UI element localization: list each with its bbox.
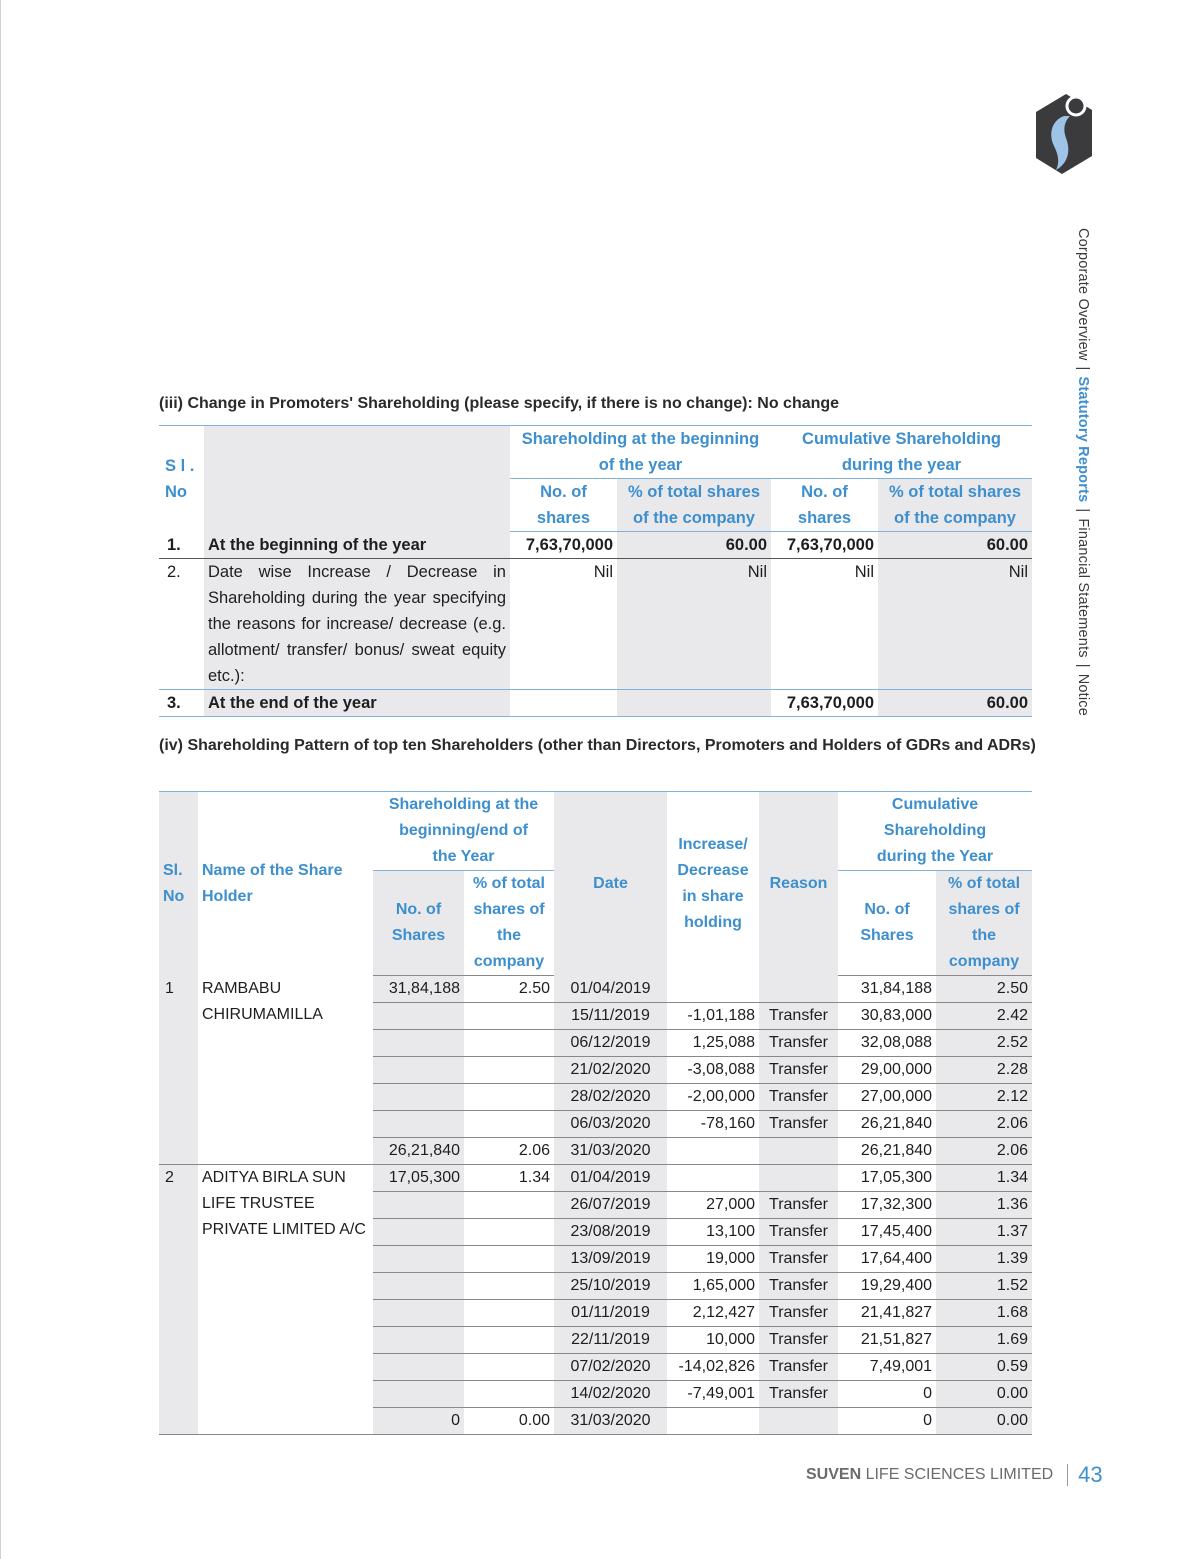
cell-pct [464,1192,554,1219]
cell-change: 1,25,088 [667,1030,759,1057]
cell-cum-pct: 0.00 [936,1408,1032,1435]
cell-date: 15/11/2019 [554,1003,667,1030]
footer-company-rest: LIFE SCIENCES LIMITED [861,1466,1054,1484]
side-nav-notice[interactable]: Notice [1075,673,1091,717]
cell-pct: 2.50 [518,980,551,997]
cell-pct [464,1246,554,1273]
cell-reason: Transfer [759,1003,838,1030]
cell-shares: 0 [373,1408,464,1435]
cell-cum-pct: 0.00 [936,1381,1032,1408]
cell-reason: Transfer [759,1219,838,1246]
table-row [159,1165,1032,1192]
cell-date: 06/12/2019 [554,1030,667,1057]
cell-cum-shares: 26,21,840 [838,1138,936,1165]
cell-date: 31/03/2020 [554,1408,667,1435]
cell-change [667,1408,759,1435]
cell-shares [373,1300,464,1327]
t2-header-beginning-end: Shareholding at the beginning/end of the Year [388,796,539,865]
holder-name: ADITYA BIRLA SUN LIFE TRUSTEE PRIVATE LIMITED A/C [198,1165,373,1435]
top-ten-shareholders-table [159,791,1032,1435]
t1-header-pct-1: % of total shares of the company [617,479,771,532]
cell-cum-pct: 2.52 [936,1030,1032,1057]
cell-cum-shares: 7,49,001 [838,1354,936,1381]
t2-header-increase-decrease: Increase/ Decrease in share holding [677,835,749,931]
t1-header-blank [204,426,510,532]
t1-header-no-of-shares-1: No. of shares [510,479,617,532]
cell-change: 1,65,000 [667,1273,759,1300]
t1-row-end: 3. At the end of the year 7,63,70,000 60.00 [159,690,1032,717]
side-section-nav: Corporate Overview|Statutory Reports|Financial Statements|Notice [1075,228,1091,717]
cell-shares [373,1273,464,1300]
t1-row-beginning: 1. At the beginning of the year 7,63,70,000 60.00 7,63,70,000 60.00 [159,532,1032,559]
t2-header-no-of-shares-2: No. of Shares [838,871,936,976]
cell-change [667,976,759,1003]
cell-shares [373,1327,464,1354]
company-logo-icon [1036,94,1092,174]
cell-cum-shares: 0 [838,1381,936,1408]
cell-date: 01/11/2019 [554,1300,667,1327]
cell-reason: Transfer [759,1327,838,1354]
cell-cum-shares: 29,00,000 [838,1057,936,1084]
cell-pct: 0.00 [464,1408,554,1435]
t2-header-reason: Reason [759,792,838,976]
t1-header-beginning: Shareholding at the beginning of the year [510,426,771,479]
cell-date: 28/02/2020 [554,1084,667,1111]
cell-shares [373,1192,464,1219]
cell-shares [373,1030,464,1057]
cell-pct: 1.34 [464,1165,554,1192]
side-nav-financial-statements[interactable]: Financial Statements [1075,518,1091,658]
cell-cum-pct: 2.06 [936,1138,1032,1165]
t2-header-date: Date [554,792,667,976]
cell-cum-pct: 1.34 [936,1165,1032,1192]
cell-cum-pct: 1.52 [936,1273,1032,1300]
cell-pct [464,1030,554,1057]
cell-shares [373,1219,464,1246]
cell-pct: 2.06 [464,1138,554,1165]
cell-cum-shares: 32,08,088 [838,1030,936,1057]
t1-header-sl-no: S l . No [165,456,195,501]
cell-pct [464,1219,554,1246]
cell-cum-pct: 2.28 [936,1057,1032,1084]
t1-header-pct-2: % of total shares of the company [878,479,1032,532]
cell-pct [464,1381,554,1408]
side-nav-statutory-reports[interactable]: Statutory Reports [1075,376,1091,503]
t2-header-no-of-shares-1: No. of Shares [373,871,464,976]
cell-change: 19,000 [667,1246,759,1273]
cell-reason [759,976,838,1003]
cell-shares [373,1084,464,1111]
cell-cum-pct: 1.39 [936,1246,1032,1273]
cell-shares: 17,05,300 [373,1165,464,1192]
t1-header-no-of-shares-2: No. of shares [771,479,878,532]
cell-shares: 31,84,188 [373,976,464,1003]
section-iii-title: (iii) Change in Promoters' Shareholding (please specify, if there is no change): No change [159,395,840,412]
cell-date: 22/11/2019 [554,1327,667,1354]
t2-header-pct-2: % of total shares of the company [936,871,1032,976]
cell-date: 01/04/2019 [554,976,667,1003]
t1-row-change: 2. Date wise Increase / Decrease in Shareholding during the year specifying the reasons for increase/ decrease (e.g. allotment/ transfer/ bonus/ sweat equity etc.): Nil Nil Nil Nil [159,559,1032,690]
cell-cum-pct: 2.06 [936,1111,1032,1138]
cell-cum-shares: 0 [838,1408,936,1435]
cell-change [667,1165,759,1192]
cell-cum-shares: 30,83,000 [838,1003,936,1030]
cell-reason: Transfer [759,1192,838,1219]
cell-reason: Transfer [759,1030,838,1057]
cell-date: 01/04/2019 [554,1165,667,1192]
cell-date: 21/02/2020 [554,1057,667,1084]
cell-reason: Transfer [759,1246,838,1273]
page-footer [806,1462,1103,1488]
cell-date: 07/02/2020 [554,1354,667,1381]
cell-cum-pct: 1.37 [936,1219,1032,1246]
cell-change [667,1138,759,1165]
cell-pct [464,1273,554,1300]
cell-reason [759,1408,838,1435]
cell-pct [464,1084,554,1111]
cell-change: -3,08,088 [667,1057,759,1084]
cell-pct [464,1003,554,1030]
cell-date: 13/09/2019 [554,1246,667,1273]
cell-cum-shares: 26,21,840 [838,1111,936,1138]
t2-header-pct-1: % of total shares of the company [464,871,554,976]
cell-change: -1,01,188 [667,1003,759,1030]
page-left-edge [0,0,1,1559]
t2-header-name: Name of the Share Holder [202,861,343,905]
side-nav-corporate-overview[interactable]: Corporate Overview [1075,228,1091,361]
cell-reason: Transfer [759,1354,838,1381]
cell-date: 31/03/2020 [554,1138,667,1165]
cell-shares: 26,21,840 [373,1138,464,1165]
cell-date: 14/02/2020 [554,1381,667,1408]
cell-cum-shares: 21,41,827 [838,1300,936,1327]
cell-change: -14,02,826 [667,1354,759,1381]
page-number: 43 [1078,1462,1103,1487]
cell-cum-pct: 1.69 [936,1327,1032,1354]
cell-date: 23/08/2019 [554,1219,667,1246]
t2-header-sl-no: Sl. No [159,792,198,976]
cell-date: 06/03/2020 [554,1111,667,1138]
cell-shares [373,1381,464,1408]
table-row [159,976,1032,1003]
cell-cum-pct: 0.59 [936,1354,1032,1381]
t1-header-cumulative: Cumulative Shareholding during the year [771,426,1032,479]
cell-pct [464,1354,554,1381]
cell-shares [373,1111,464,1138]
t2-body [159,976,1032,1435]
cell-shares [373,1003,464,1030]
cell-reason: Transfer [759,1300,838,1327]
cell-pct [464,1300,554,1327]
cell-cum-shares: 17,64,400 [838,1246,936,1273]
holder-name: RAMBABU CHIRUMAMILLA [202,979,323,1023]
cell-cum-shares: 19,29,400 [838,1273,936,1300]
cell-change: -7,49,001 [667,1381,759,1408]
cell-cum-pct: 2.50 [936,976,1032,1003]
holder-sl-no: 2 [159,1165,198,1435]
cell-pct [464,1327,554,1354]
cell-date: 26/07/2019 [554,1192,667,1219]
cell-shares [373,1057,464,1084]
cell-date: 25/10/2019 [554,1273,667,1300]
footer-company-bold: SUVEN [806,1466,862,1484]
cell-change: 10,000 [667,1327,759,1354]
holder-sl-no: 1 [159,976,198,1165]
cell-reason: Transfer [759,1057,838,1084]
cell-cum-shares: 21,51,827 [838,1327,936,1354]
cell-reason [759,1138,838,1165]
cell-shares [373,1246,464,1273]
cell-reason: Transfer [759,1273,838,1300]
cell-change: 2,12,427 [667,1300,759,1327]
cell-cum-shares: 31,84,188 [860,980,933,997]
cell-shares [373,1354,464,1381]
cell-reason: Transfer [759,1381,838,1408]
cell-reason [759,1165,838,1192]
cell-change: 27,000 [667,1192,759,1219]
cell-reason: Transfer [759,1084,838,1111]
t2-header-cumulative: Cumulative Shareholding during the Year [876,796,994,865]
cell-pct [464,1111,554,1138]
cell-cum-pct: 1.36 [936,1192,1032,1219]
cell-pct [464,1057,554,1084]
cell-cum-pct: 2.12 [936,1084,1032,1111]
cell-change: -78,160 [667,1111,759,1138]
cell-reason: Transfer [759,1111,838,1138]
cell-cum-shares: 27,00,000 [838,1084,936,1111]
cell-cum-shares: 17,05,300 [838,1165,936,1192]
cell-cum-shares: 17,45,400 [838,1219,936,1246]
cell-cum-shares: 17,32,300 [838,1192,936,1219]
promoters-shareholding-table [159,425,1032,717]
cell-change: -2,00,000 [667,1084,759,1111]
cell-cum-pct: 1.68 [936,1300,1032,1327]
section-iv-title: (iv) Shareholding Pattern of top ten Shareholders (other than Directors, Promoters and Holders of GDRs and ADRs) [159,737,1036,754]
cell-change: 13,100 [667,1219,759,1246]
cell-cum-pct: 2.42 [936,1003,1032,1030]
